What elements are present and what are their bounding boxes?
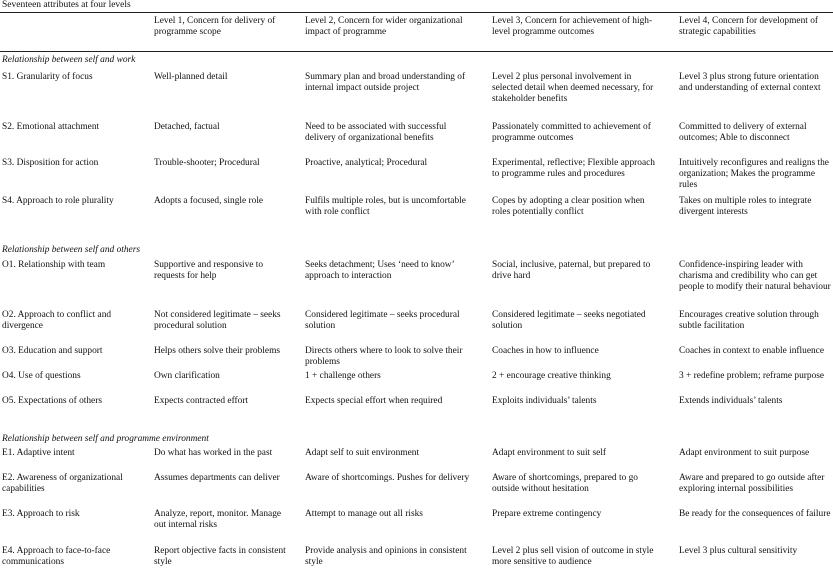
cell-o4-level2: 1 + challenge others xyxy=(305,371,381,381)
header-level-1: Level 1, Concern for delivery of programme scope xyxy=(154,16,276,38)
cell-o3-level3: Coaches in how to influence xyxy=(492,346,599,356)
cell-e2-level1: Assumes departments can deliver xyxy=(154,473,280,483)
cell-o5-level2: Expects special effort when required xyxy=(305,396,443,406)
cell-s3-level4: Intuitively reconfigures and realigns the organization; Makes the programme rules xyxy=(679,158,829,191)
section-title-self-work: Relationship between self and work xyxy=(2,55,136,65)
cell-s4-level2: Fulfils multiple roles, but is uncomfortable with role conflict xyxy=(305,196,466,218)
cell-o3-level4: Coaches in context to enable influence xyxy=(679,346,824,356)
cell-e1-level3: Adapt environment to suit self xyxy=(492,448,607,458)
row-label-o4: O4. Use of questions xyxy=(2,371,81,381)
row-label-s1: S1. Granularity of focus xyxy=(2,72,93,82)
table-caption: Seventeen attributes at four levels xyxy=(2,0,131,10)
top-rule xyxy=(0,12,833,13)
cell-e4-level4: Level 3 plus cultural sensitivity xyxy=(679,546,798,556)
cell-o2-level2: Considered legitimate – seeks procedural solution xyxy=(305,310,460,332)
header-level-3: Level 3, Concern for achievement of high-level programme outcomes xyxy=(492,16,653,38)
cell-e4-level1: Report objective facts in consistent style xyxy=(154,546,286,568)
row-label-e1: E1. Adaptive intent xyxy=(2,448,75,458)
header-level-4: Level 4, Concern for development of strategic capabilities xyxy=(679,16,819,38)
row-label-s4: S4. Approach to role plurality xyxy=(2,196,114,206)
cell-e3-level4: Be ready for the consequences of failure xyxy=(679,509,831,519)
cell-s1-level1: Well-planned detail xyxy=(154,72,228,82)
cell-s1-level3: Level 2 plus personal involvement in selected detail when deemed necessary, for stakeholder benefits xyxy=(492,72,654,105)
row-label-o5: O5. Expectations of others xyxy=(2,396,102,406)
cell-e4-level3: Level 2 plus sell vision of outcome in style more sensitive to audience xyxy=(492,546,654,568)
cell-e1-level1: Do what has worked in the past xyxy=(154,448,273,458)
cell-s2-level3: Passionately committed to achievement of programme outcomes xyxy=(492,122,651,144)
cell-o2-level1: Not considered legitimate – seeks procedural solution xyxy=(154,310,281,332)
cell-s4-level3: Copes by adopting a clear position when roles potentially conflict xyxy=(492,196,645,218)
cell-o1-level3: Social, inclusive, paternal, but prepared to drive hard xyxy=(492,260,651,282)
cell-o1-level1: Supportive and responsive to requests for help xyxy=(154,260,264,282)
cell-o2-level4: Encourages creative solution through subtle facilitation xyxy=(679,310,819,332)
cell-o2-level3: Considered legitimate – seeks negotiated solution xyxy=(492,310,646,332)
cell-s3-level1: Trouble-shooter; Procedural xyxy=(154,158,260,168)
cell-e3-level1: Analyze, report, monitor. Manage out internal risks xyxy=(154,509,282,531)
row-label-e4: E4. Approach to face-to-face communications xyxy=(2,546,111,568)
cell-e3-level3: Prepare extreme contingency xyxy=(492,509,602,519)
cell-s2-level4: Committed to delivery of external outcomes; Able to disconnect xyxy=(679,122,807,144)
cell-e2-level2: Aware of shortcomings. Pushes for delivery xyxy=(305,473,470,483)
cell-e4-level2: Provide analysis and opinions in consistent style xyxy=(305,546,467,568)
cell-s2-level1: Detached, factual xyxy=(154,122,220,132)
cell-e2-level4: Aware and prepared to go outside after exploring internal possibilities xyxy=(679,473,825,495)
cell-o3-level1: Helps others solve their problems xyxy=(154,346,281,356)
cell-s4-level1: Adopts a focused, single role xyxy=(154,196,264,206)
cell-s3-level2: Proactive, analytical; Procedural xyxy=(305,158,428,168)
section-title-self-others: Relationship between self and others xyxy=(2,245,141,255)
cell-o4-level1: Own clarification xyxy=(154,371,220,381)
cell-o3-level2: Directs others where to look to solve their problems xyxy=(305,346,463,368)
cell-o1-level2: Seeks detachment; Uses ‘need to know’ approach to interaction xyxy=(305,260,455,282)
cell-s3-level3: Experimental, reflective; Flexible approach to programme rules and procedures xyxy=(492,158,655,180)
row-label-o2: O2. Approach to conflict and divergence xyxy=(2,310,112,332)
cell-o4-level3: 2 + encourage creative thinking xyxy=(492,371,611,381)
cell-e1-level2: Adapt self to suit environment xyxy=(305,448,420,458)
cell-o5-level1: Expects contracted effort xyxy=(154,396,249,406)
cell-o5-level4: Extends individuals’ talents xyxy=(679,396,783,406)
header-rule xyxy=(0,51,833,52)
cell-s2-level2: Need to be associated with successful delivery of organizational benefits xyxy=(305,122,447,144)
cell-s1-level4: Level 3 plus strong future orientation and understanding of external context xyxy=(679,72,821,94)
header-level-2: Level 2, Concern for wider organizational impact of programme xyxy=(305,16,463,38)
row-label-o3: O3. Education and support xyxy=(2,346,103,356)
cell-e3-level2: Attempt to manage out all risks xyxy=(305,509,423,519)
cell-o1-level4: Confidence-inspiring leader with charisma and credibility who can get people to modify their natural behaviour xyxy=(679,260,831,293)
row-label-o1: O1. Relationship with team xyxy=(2,260,106,270)
row-label-e2: E2. Awareness of organizational capabilities xyxy=(2,473,123,495)
row-label-s2: S2. Emotional attachment xyxy=(2,122,100,132)
section-title-self-environment: Relationship between self and programme environment xyxy=(2,434,209,444)
cell-s1-level2: Summary plan and broad understanding of internal impact outside project xyxy=(305,72,466,94)
cell-s4-level4: Takes on multiple roles to integrate divergent interests xyxy=(679,196,812,218)
cell-o5-level3: Exploits individuals’ talents xyxy=(492,396,597,406)
cell-e1-level4: Adapt environment to suit purpose xyxy=(679,448,810,458)
row-label-s3: S3. Disposition for action xyxy=(2,158,99,168)
row-label-e3: E3. Approach to risk xyxy=(2,509,80,519)
cell-e2-level3: Aware of shortcomings, prepared to go outside without hesitation xyxy=(492,473,638,495)
cell-o4-level4: 3 + redefine problem; reframe purpose xyxy=(679,371,825,381)
